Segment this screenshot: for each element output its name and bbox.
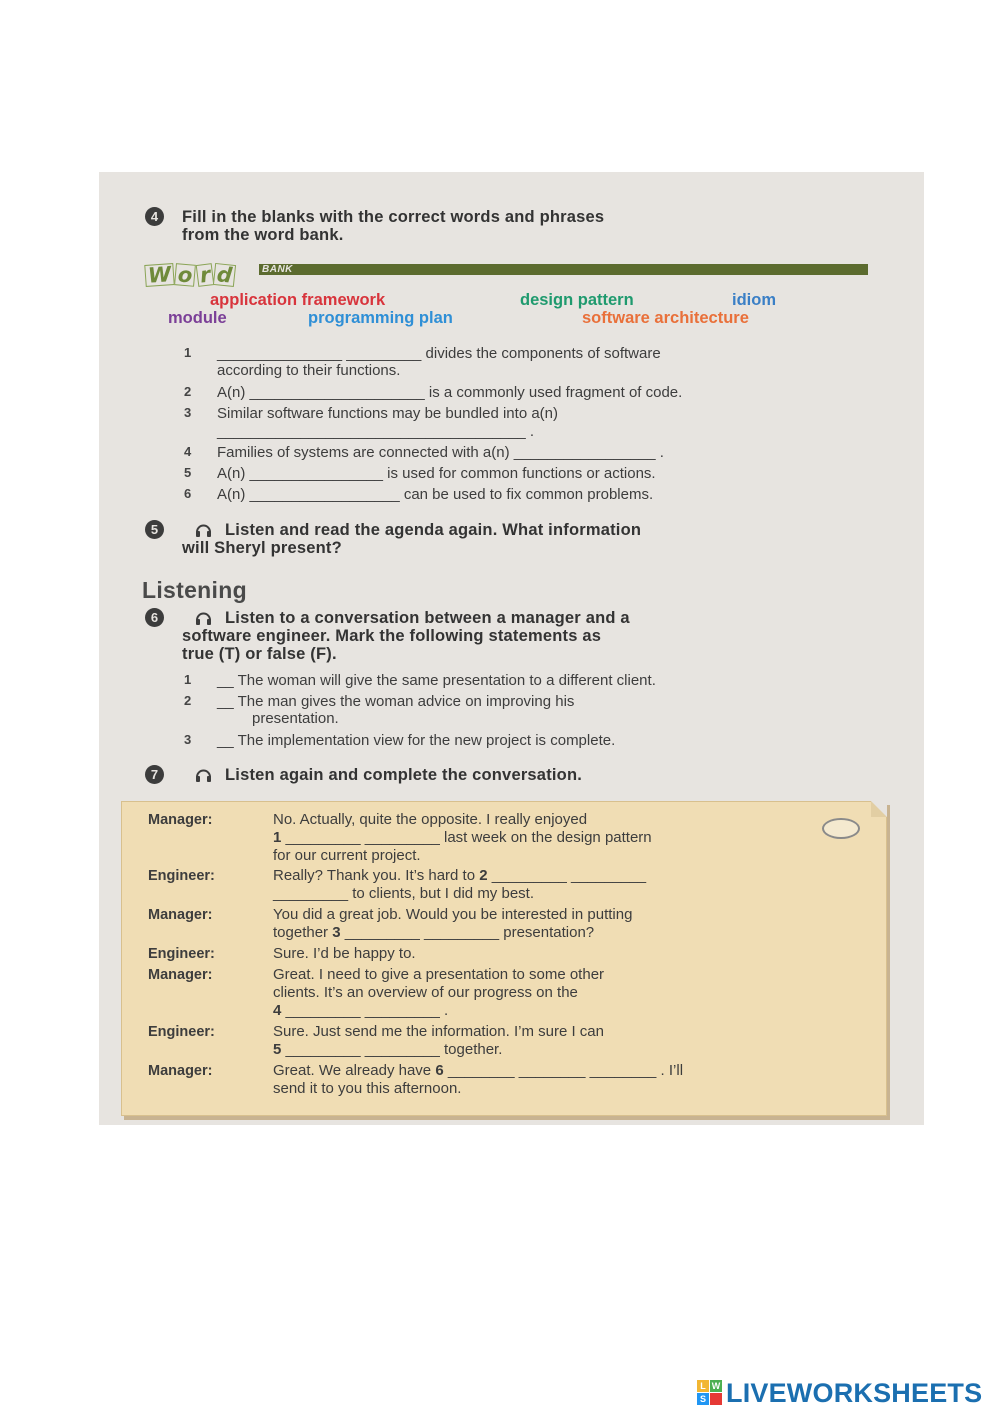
headphones-icon [195, 522, 212, 538]
blank-number: 3 [332, 924, 341, 941]
note-folded-corner [871, 801, 887, 817]
word-bank-logo-letter: W [144, 263, 175, 287]
speaker-label: Manager: [148, 1063, 213, 1079]
speaker-label: Manager: [148, 967, 213, 983]
conversation-line: No. Actually, quite the opposite. I really enjoyed [273, 811, 588, 828]
liveworksheets-logo-icon: L W S [697, 1380, 723, 1406]
item-text: A(n) ________________ is used for common functions or actions. [217, 465, 656, 482]
conversation-line: for our current project. [273, 847, 421, 864]
item-number: 2 [184, 693, 192, 708]
item-text: presentation. [252, 710, 339, 727]
blank-number: 2 [479, 867, 488, 884]
word-bank-bar [259, 264, 868, 275]
exercise-5-instruction-line2: will Sheryl present? [182, 539, 342, 557]
conversation-line: 1 _________ _________ last week on the design pattern [273, 829, 652, 846]
note-hole [822, 818, 860, 839]
speaker-label: Engineer: [148, 946, 215, 962]
blank-number: 1 [273, 829, 282, 846]
exercise-6-number: 6 [145, 608, 164, 627]
item-text: __ The man gives the woman advice on improving his [217, 693, 575, 710]
exercise-5-instruction-line1: Listen and read the agenda again. What information [225, 521, 642, 539]
item-text: Families of systems are connected with a(n) _________________ . [217, 444, 664, 461]
section-title-listening: Listening [142, 577, 247, 603]
item-number: 2 [184, 384, 192, 399]
exercise-4-instruction-line1: Fill in the blanks with the correct words and phrases [182, 208, 605, 226]
conversation-line: You did a great job. Would you be interested in putting [273, 906, 633, 923]
blank-number: 6 [435, 1062, 444, 1079]
item-text: Similar software functions may be bundled into a(n) [217, 405, 559, 422]
item-text: _____________________________________ . [217, 423, 534, 440]
exercise-4-instruction-line2: from the word bank. [182, 226, 344, 244]
conversation-line: 5 _________ _________ together. [273, 1041, 503, 1058]
word-bank-term: application framework [210, 291, 386, 309]
speaker-label: Manager: [148, 812, 213, 828]
item-text: according to their functions. [217, 362, 401, 379]
liveworksheets-brand-text: LIVEWORKSHEETS [726, 1377, 983, 1408]
item-text: __ The implementation view for the new project is complete. [217, 732, 616, 749]
word-bank-term: programming plan [308, 309, 453, 327]
conversation-note [121, 801, 887, 1116]
exercise-4-number: 4 [145, 207, 164, 226]
word-bank-label: BANK [262, 264, 293, 275]
item-number: 6 [184, 486, 192, 501]
conversation-line: Sure. I’d be happy to. [273, 945, 416, 962]
speaker-label: Engineer: [148, 868, 215, 884]
item-number: 1 [184, 345, 192, 360]
item-number: 4 [184, 444, 192, 459]
word-bank-term: module [168, 309, 227, 327]
blank-number: 5 [273, 1041, 282, 1058]
item-number: 1 [184, 672, 192, 687]
word-bank-term: design pattern [520, 291, 634, 309]
headphones-icon [195, 767, 212, 783]
conversation-line: together 3 _________ _________ presentation? [273, 924, 595, 941]
speaker-label: Engineer: [148, 1024, 215, 1040]
speaker-label: Manager: [148, 907, 213, 923]
blank-number: 4 [273, 1002, 282, 1019]
item-text: _______________ _________ divides the components of software [217, 345, 661, 362]
conversation-line: Great. We already have 6 ________ ________ ________ . I’ll [273, 1062, 684, 1079]
exercise-6-instruction-line2: software engineer. Mark the following statements as [182, 627, 602, 645]
word-bank-term: software architecture [582, 309, 749, 327]
word-bank-logo [145, 262, 236, 286]
item-number: 5 [184, 465, 192, 480]
exercise-5-number: 5 [145, 520, 164, 539]
exercise-7-instruction: Listen again and complete the conversation. [225, 766, 583, 784]
liveworksheets-brand[interactable] [697, 1378, 982, 1408]
word-bank-term: idiom [732, 291, 776, 309]
item-text: A(n) _____________________ is a commonly used fragment of code. [217, 384, 683, 401]
word-bank-logo-letter: o [174, 263, 196, 287]
word-bank-logo-letter: d [213, 263, 236, 287]
conversation-line: Really? Thank you. It’s hard to 2 _________ _________ [273, 867, 647, 884]
item-number: 3 [184, 405, 192, 420]
exercise-6-instruction-line3: true (T) or false (F). [182, 645, 337, 663]
item-number: 3 [184, 732, 192, 747]
exercise-6-instruction-line1: Listen to a conversation between a manager and a [225, 609, 630, 627]
headphones-icon [195, 610, 212, 626]
worksheet-page [99, 172, 924, 1125]
conversation-line: _________ to clients, but I did my best. [273, 885, 534, 902]
conversation-line: Sure. Just send me the information. I’m sure I can [273, 1023, 604, 1040]
conversation-line: 4 _________ _________ . [273, 1002, 449, 1019]
item-text: __ The woman will give the same presentation to a different client. [217, 672, 656, 689]
exercise-7-number: 7 [145, 765, 164, 784]
conversation-line: clients. It’s an overview of our progress on the [273, 984, 578, 1001]
conversation-line: send it to you this afternoon. [273, 1080, 462, 1097]
item-text: A(n) __________________ can be used to fix common problems. [217, 486, 654, 503]
conversation-line: Great. I need to give a presentation to some other [273, 966, 605, 983]
word-bank-logo-letter: r [195, 263, 214, 287]
